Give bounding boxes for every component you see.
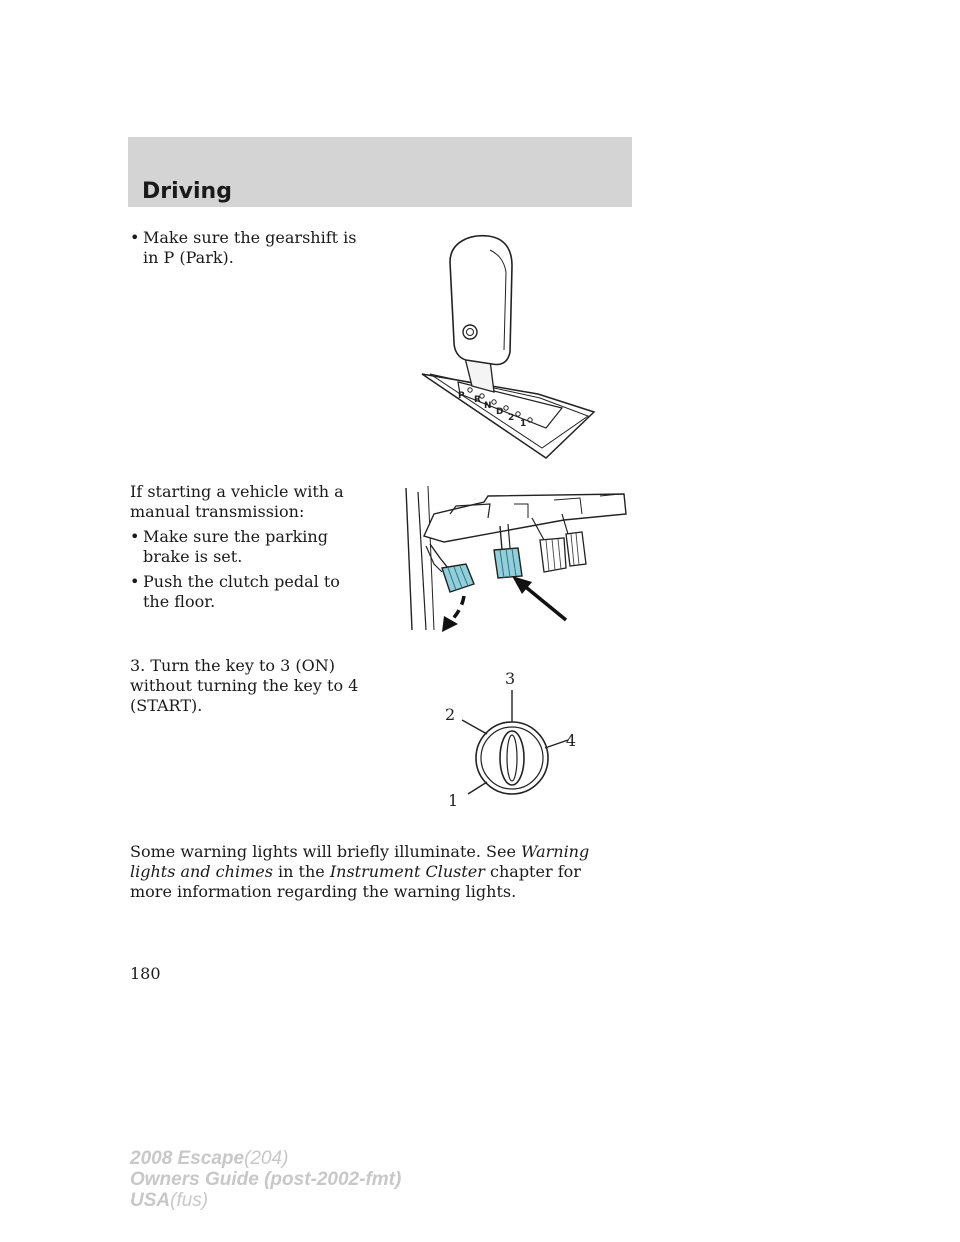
ignition-position-1: 1	[448, 791, 459, 810]
clutch-pedal	[442, 564, 474, 592]
accelerator-pedal-left	[540, 538, 566, 572]
footer-market-code: (fus)	[170, 1190, 209, 1211]
step-3-text: 3. Turn the key to 3 (ON) without turning the key to 4 (START).	[130, 656, 359, 715]
link-instrument-cluster: Instrument Cluster	[329, 862, 485, 881]
bullet-parking-brake: • Make sure the parking brake is set.	[130, 527, 328, 566]
gear-label-1: 1	[520, 419, 527, 429]
accelerator-pedal-right	[566, 532, 586, 566]
gear-label-n: N	[484, 401, 492, 411]
footer-guide: Owners Guide (post-2002-fmt)	[130, 1169, 402, 1190]
gear-label-r: R	[474, 395, 481, 405]
down-arrow-icon	[442, 616, 458, 632]
warning-lights-note: Some warning lights will briefly illuminate. See Warning lights and chimes in the Instrument Cluster chapter for more information regarding the warning lights.	[130, 842, 590, 901]
footer-model: 2008 Escape	[130, 1148, 245, 1169]
bullet-clutch-pedal: • Push the clutch pedal to the floor.	[130, 572, 340, 611]
footer-model-code: (204)	[244, 1148, 289, 1169]
manual-transmission-intro: If starting a vehicle with a manual transmission:	[130, 482, 344, 521]
bullet-dot: •	[130, 228, 140, 247]
chapter-header-band	[128, 137, 632, 207]
bullet-gearshift-park: • Make sure the gearshift is in P (Park).	[130, 228, 357, 267]
gear-label-p: P	[458, 391, 465, 401]
ignition-position-3: 3	[505, 669, 516, 688]
ignition-illustration	[430, 664, 576, 814]
gear-label-d: D	[496, 407, 504, 417]
gear-label-2: 2	[508, 413, 515, 423]
ignition-position-4: 4	[565, 731, 576, 750]
footer-market: USA	[130, 1190, 171, 1211]
gearshift-illustration	[420, 232, 596, 460]
page-number: 180	[130, 964, 161, 983]
bullet-dot: •	[130, 572, 140, 591]
brake-pedal	[494, 548, 522, 578]
chapter-title: Driving	[142, 179, 232, 204]
pedals-illustration	[404, 484, 632, 632]
link-warning-lights-and-chimes: Warning lights and chimes	[130, 842, 590, 881]
bullet-dot: •	[130, 527, 140, 546]
ignition-position-2: 2	[445, 705, 456, 724]
document-footer	[130, 1148, 401, 1211]
